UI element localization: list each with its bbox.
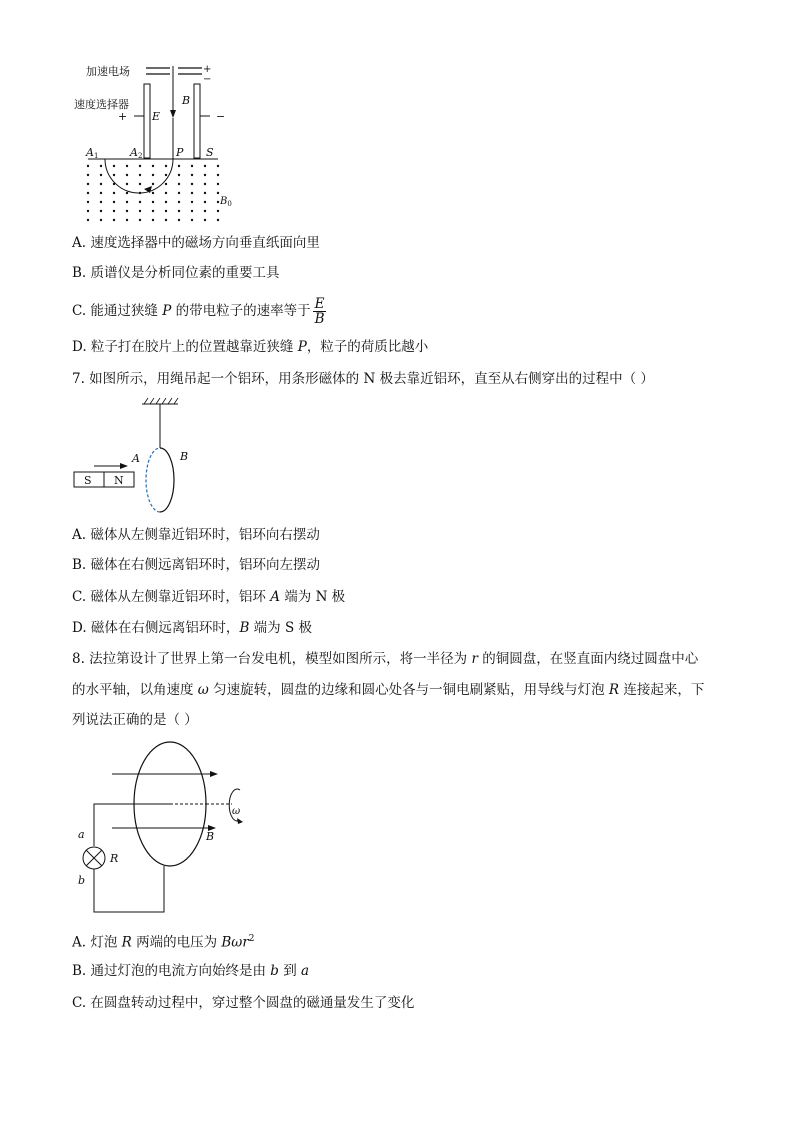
field-dot (100, 174, 102, 176)
field-dot (178, 210, 180, 212)
q8-option-b-mid: 到 (278, 963, 302, 979)
q8-option-a (72, 930, 255, 952)
field-dot (100, 219, 102, 221)
field-dot (165, 201, 167, 203)
aluminum-ring-figure (72, 396, 202, 516)
label-plus-top: + (203, 64, 212, 75)
svg-text:B0 (219, 196, 232, 208)
field-dot (191, 219, 193, 221)
q6-option-c-post: 的带电粒子的速率等于 (171, 303, 311, 319)
q8-stem-line1 (72, 650, 698, 668)
q8-stem-line2 (72, 681, 704, 699)
field-dot (217, 201, 219, 203)
field-dot (178, 201, 180, 203)
field-dot (152, 201, 154, 203)
q8-stem1-r: r (471, 651, 478, 667)
q7-option-c-a: A (270, 589, 280, 605)
field-dot (165, 183, 167, 185)
label-a: a (78, 828, 85, 841)
mass-spectrometer-figure (70, 62, 250, 227)
q8-stem1-post: 的铜圆盘，在竖直面内绕过圆盘中心 (477, 651, 699, 667)
field-dot (191, 192, 193, 194)
field-dot (165, 219, 167, 221)
field-dot (100, 210, 102, 212)
q8-option-a-pre: A. 灯泡 (72, 934, 122, 951)
svg-text:A1 (85, 146, 98, 160)
label-plus-left: + (118, 110, 128, 123)
field-dot (87, 219, 89, 221)
field-dot (152, 192, 154, 194)
field-dot (126, 174, 128, 176)
field-dot (113, 174, 115, 176)
field-dot (217, 210, 219, 212)
field-dot (178, 183, 180, 185)
q7-option-d-pre: D. 磁体在右侧远离铝环时， (72, 620, 240, 636)
magnetic-field-dots (87, 165, 219, 221)
field-dot (87, 183, 89, 185)
label-accel-field: 加速电场 (86, 65, 130, 78)
field-dot (87, 210, 89, 212)
magnet-s-label: S (84, 474, 92, 487)
fraction-numerator: E (314, 296, 325, 312)
label-B0: B (220, 196, 228, 207)
field-dot (178, 174, 180, 176)
label-r: R (110, 852, 119, 865)
field-dot (178, 219, 180, 221)
field-dot (191, 183, 193, 185)
q6-option-d-pre: D. 粒子打在胶片上的位置越靠近狭缝 (72, 339, 298, 355)
q8-stem1-pre: 8. 法拉第设计了世界上第一台发电机，模型如图所示，将一半径为 (72, 651, 472, 667)
q6-option-b: B. 质谱仪是分析同位素的重要工具 (72, 265, 280, 281)
field-dot (165, 192, 167, 194)
label-minus-top: − (203, 74, 212, 85)
faraday-disc-generator-figure (72, 740, 262, 918)
field-dot (87, 201, 89, 203)
field-dot (113, 192, 115, 194)
field-dot (139, 219, 141, 221)
field-dot (152, 210, 154, 212)
q6-option-a: A. 速度选择器中的磁场方向垂直纸面向里 (72, 235, 320, 251)
field-dot (217, 219, 219, 221)
field-dot (217, 174, 219, 176)
q8-stem2-post: 匀速旋转，圆盘的边缘和圆心处各与一铜电刷紧贴，用导线与灯泡 (208, 682, 609, 698)
field-dot (113, 210, 115, 212)
field-dot (126, 201, 128, 203)
q7-option-c-pre: C. 磁体从左侧靠近铝环时，铝环 (72, 589, 271, 605)
q8-option-b (72, 962, 309, 980)
field-dot (139, 183, 141, 185)
label-B: B (182, 94, 191, 107)
q6-option-c-pre: C. 能通过狭缝 (72, 303, 163, 319)
field-dot (152, 183, 154, 185)
q8-option-a-sup: 2 (248, 934, 255, 944)
field-dot (100, 201, 102, 203)
field-dot (139, 201, 141, 203)
field-dot (204, 183, 206, 185)
q7-stem: 7. 如图所示，用绳吊起一个铝环，用条形磁体的 N 极去靠近铝环，直至从右侧穿出的过程中（ ） (72, 371, 654, 387)
field-dot (152, 174, 154, 176)
field-dot (178, 165, 180, 167)
svg-text:A2 (129, 146, 142, 160)
field-dot (87, 165, 89, 167)
field-dot (204, 165, 206, 167)
field-dot (165, 210, 167, 212)
label-minus-right: − (216, 110, 226, 123)
label-E: E (152, 110, 161, 123)
field-dot (126, 183, 128, 185)
q7-option-c (72, 588, 345, 606)
label-P: P (176, 146, 184, 159)
q8-option-a-expr: Bωr (221, 934, 249, 951)
field-dot (217, 183, 219, 185)
q8-option-b-pre: B. 通过灯泡的电流方向始终是由 (72, 963, 271, 979)
q8-stem2-end: 连接起来，下 (619, 682, 705, 698)
label-b-field: B (206, 830, 215, 843)
q8-stem2-pre: 的水平轴，以角速度 (72, 682, 198, 698)
q6-option-d (72, 338, 428, 356)
q8-stem2-r: R (608, 682, 620, 698)
field-dot (87, 174, 89, 176)
ring-b-label: B (180, 450, 189, 463)
magnet-n-label: N (114, 474, 124, 487)
label-velocity-selector: 速度选择器 (74, 98, 129, 111)
q8-option-b-a: a (301, 963, 310, 979)
field-dot (113, 165, 115, 167)
q8-stem2-w: ω (197, 682, 209, 698)
field-dot (204, 210, 206, 212)
field-dot (191, 174, 193, 176)
field-dot (139, 174, 141, 176)
q7-option-c-post: 端为 N 极 (279, 589, 346, 605)
ring-a-label: A (132, 452, 140, 465)
field-dot (126, 210, 128, 212)
q7-option-b: B. 磁体在右侧远离铝环时，铝环向左摆动 (72, 557, 321, 573)
q7-option-d (72, 619, 312, 637)
field-dot (165, 174, 167, 176)
field-dot (217, 192, 219, 194)
label-S: S (206, 146, 214, 159)
field-dot (191, 201, 193, 203)
q8-option-a-r: R (121, 934, 132, 951)
q7-option-d-post: 端为 S 极 (249, 620, 312, 636)
field-dot (191, 165, 193, 167)
label-A1: A (86, 146, 94, 159)
label-omega: ω (232, 806, 241, 817)
q8-option-b-b: b (270, 963, 279, 979)
field-dot (217, 165, 219, 167)
q6-option-c-p: P (162, 303, 172, 319)
fraction-denominator: B (314, 311, 325, 327)
q7-option-a: A. 磁体从左侧靠近铝环时，铝环向右摆动 (72, 527, 320, 543)
field-dot (113, 201, 115, 203)
field-dot (126, 165, 128, 167)
q8-stem-line3: 列说法正确的是（ ） (72, 712, 198, 728)
field-dot (152, 219, 154, 221)
q8-option-c: C. 在圆盘转动过程中，穿过整个圆盘的磁通量发生了变化 (72, 995, 415, 1011)
q6-option-d-post: ，粒子的荷质比越小 (306, 339, 429, 355)
field-dot (139, 165, 141, 167)
field-dot (204, 201, 206, 203)
field-dot (139, 210, 141, 212)
q7-option-d-b: B (239, 620, 250, 636)
q6-option-c (72, 294, 326, 328)
q8-option-a-mid: 两端的电压为 (131, 934, 222, 951)
field-dot (100, 165, 102, 167)
field-dot (204, 219, 206, 221)
fraction-e-over-b (313, 297, 327, 326)
label-A2-sub: 2 (137, 152, 143, 160)
label-B0-sub: 0 (227, 200, 232, 208)
field-dot (204, 174, 206, 176)
field-dot (126, 219, 128, 221)
field-dot (165, 165, 167, 167)
label-A1-sub: 1 (93, 152, 99, 160)
field-dot (152, 165, 154, 167)
field-dot (100, 192, 102, 194)
label-b: b (78, 874, 86, 887)
field-dot (178, 192, 180, 194)
field-dot (113, 219, 115, 221)
field-dot (204, 192, 206, 194)
field-dot (100, 183, 102, 185)
q6-option-d-p: P (297, 339, 307, 355)
field-dot (191, 210, 193, 212)
label-A2: A (130, 146, 138, 159)
field-dot (126, 192, 128, 194)
field-dot (87, 192, 89, 194)
